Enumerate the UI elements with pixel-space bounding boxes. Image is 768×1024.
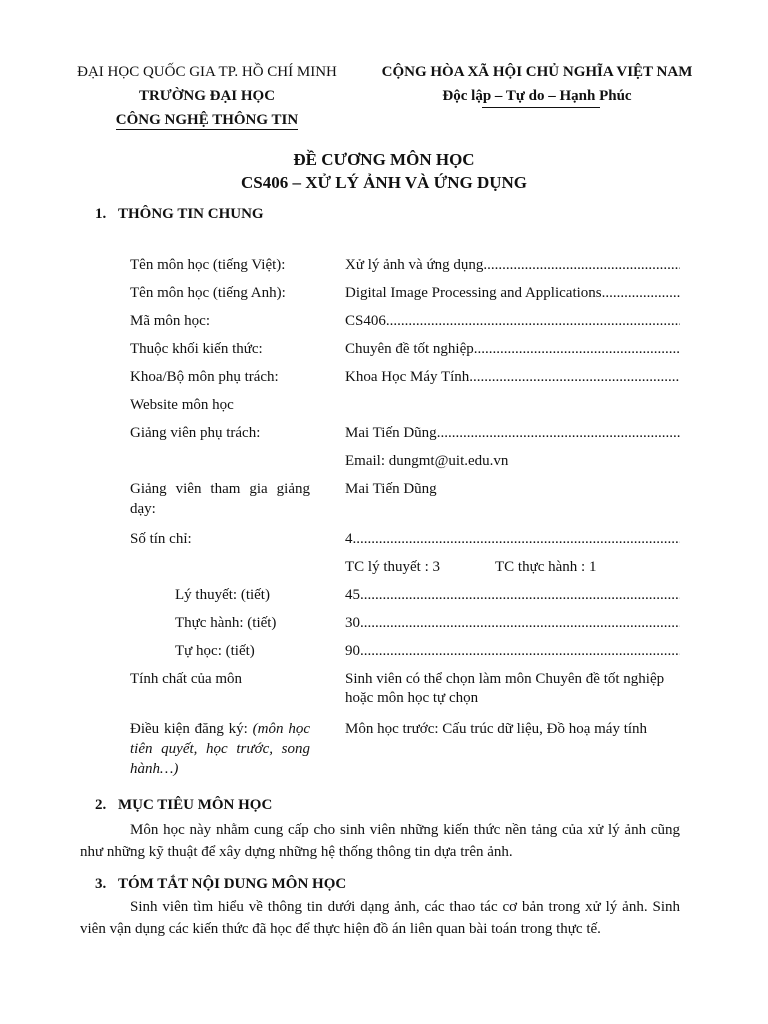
- leader-dots: [469, 368, 680, 387]
- info-label: Tên môn học (tiếng Anh):: [130, 285, 286, 301]
- leader-dots: [483, 256, 680, 275]
- section-1-heading: [95, 206, 264, 223]
- section-2-number: 2.: [95, 797, 107, 813]
- school-name-line1: TRƯỜNG ĐẠI HỌC: [138, 88, 276, 104]
- section-3-title: TÓM TẮT NỘI DUNG MÔN HỌC: [118, 876, 347, 892]
- section-3-text: Sinh viên tìm hiểu về thông tin dưới dạng ảnh, các thao tác cơ bản trong xử lý ảnh. Sinh viên vận dụng các kiến thức đã học để thực hiện đồ án liên quan bài toán trong thực tế.: [80, 899, 680, 937]
- document-title: ĐỀ CƯƠNG MÔN HỌC: [293, 150, 475, 169]
- info-label: Số tín chỉ:: [130, 531, 192, 547]
- info-value: Chuyên đề tốt nghiệp: [345, 341, 474, 357]
- email-link[interactable]: dungmt@uit.edu.vn: [388, 453, 509, 469]
- leader-dots: [437, 424, 680, 443]
- info-label: Thuộc khối kiến thức:: [130, 341, 263, 357]
- info-label: Lý thuyết: (tiết): [175, 587, 270, 603]
- info-label: Giảng viên phụ trách:: [130, 425, 261, 441]
- info-value: 30: [345, 615, 360, 631]
- national-motto: Độc lập – Tự do – Hạnh Phúc: [442, 88, 632, 104]
- section-3-number: 3.: [95, 876, 107, 892]
- section-3-paragraph: [80, 896, 680, 940]
- info-value: 90: [345, 643, 360, 659]
- info-value: Mai Tiến Dũng: [345, 481, 437, 497]
- info-value: Mai Tiến Dũng: [345, 425, 437, 441]
- prereq-label-italic: (môn học: [252, 721, 310, 737]
- email-label: Email:: [345, 453, 385, 469]
- theory-credits: TC lý thuyết : 3: [345, 559, 440, 575]
- info-label: Tự học: (tiết): [175, 643, 255, 659]
- practice-credits: TC thực hành : 1: [495, 559, 597, 575]
- section-1-title: THÔNG TIN CHUNG: [118, 206, 264, 222]
- leader-dots: [360, 614, 680, 633]
- info-label-line2: tiên quyết, học trước, song: [130, 741, 310, 757]
- info-value: 45: [345, 587, 360, 603]
- info-label: Mã môn học:: [130, 313, 210, 329]
- university-header: [66, 60, 348, 132]
- leader-dots: [360, 586, 680, 605]
- info-label: Website môn học: [130, 397, 234, 413]
- leader-dots: [360, 642, 680, 661]
- info-label-line1: [130, 720, 310, 739]
- national-header: [365, 60, 709, 108]
- info-label: Tên môn học (tiếng Việt):: [130, 257, 286, 273]
- info-value-line2: hoặc môn học tự chọn: [345, 690, 479, 706]
- university-name: ĐẠI HỌC QUỐC GIA TP. HỒ CHÍ MINH: [77, 64, 337, 80]
- leader-dots: [386, 312, 680, 331]
- prereq-label-plain: Điều kiện đăng ký:: [130, 721, 248, 737]
- info-value: Môn học trước: Cấu trúc dữ liệu, Đồ hoạ máy tính: [345, 721, 648, 737]
- section-2-text: Môn học này nhằm cung cấp cho sinh viên những kiến thức nền tảng của xử lý ảnh cũng như những kỹ thuật để xây dựng những hệ thống thông tin dựa trên ảnh.: [80, 822, 680, 860]
- info-label: Khoa/Bộ môn phụ trách:: [130, 369, 279, 385]
- course-title: CS406 – XỬ LÝ ẢNH VÀ ỨNG DỤNG: [240, 173, 527, 192]
- section-3-heading: [95, 876, 346, 893]
- section-2-paragraph: [80, 819, 680, 863]
- info-value-line1: Sinh viên có thể chọn làm môn Chuyên đề tốt nghiệp: [345, 671, 665, 687]
- section-2-heading: [95, 797, 272, 814]
- info-label: Tính chất của môn: [130, 671, 243, 687]
- info-value: 4: [345, 531, 353, 547]
- info-label: Thực hành: (tiết): [175, 615, 277, 631]
- info-value: CS406: [345, 313, 386, 329]
- motto-underline: [482, 107, 600, 108]
- leader-dots: [474, 340, 680, 359]
- country-name: CỘNG HÒA XÃ HỘI CHỦ NGHĨA VIỆT NAM: [381, 64, 693, 80]
- leader-dots: [602, 284, 680, 303]
- section-1-number: 1.: [95, 206, 107, 222]
- info-value: Xử lý ảnh và ứng dụng: [345, 257, 484, 273]
- info-label-line3: hành…): [130, 761, 179, 777]
- school-name-line2: CÔNG NGHỆ THÔNG TIN: [115, 112, 299, 128]
- section-2-title: MỤC TIÊU MÔN HỌC: [118, 797, 273, 813]
- info-label: Giảng viên tham gia giảng: [130, 481, 310, 497]
- info-label-cont: dạy:: [130, 501, 156, 517]
- info-value: Khoa Học Máy Tính: [345, 369, 470, 385]
- info-value: Digital Image Processing and Applications: [345, 285, 602, 301]
- leader-dots: [353, 530, 681, 549]
